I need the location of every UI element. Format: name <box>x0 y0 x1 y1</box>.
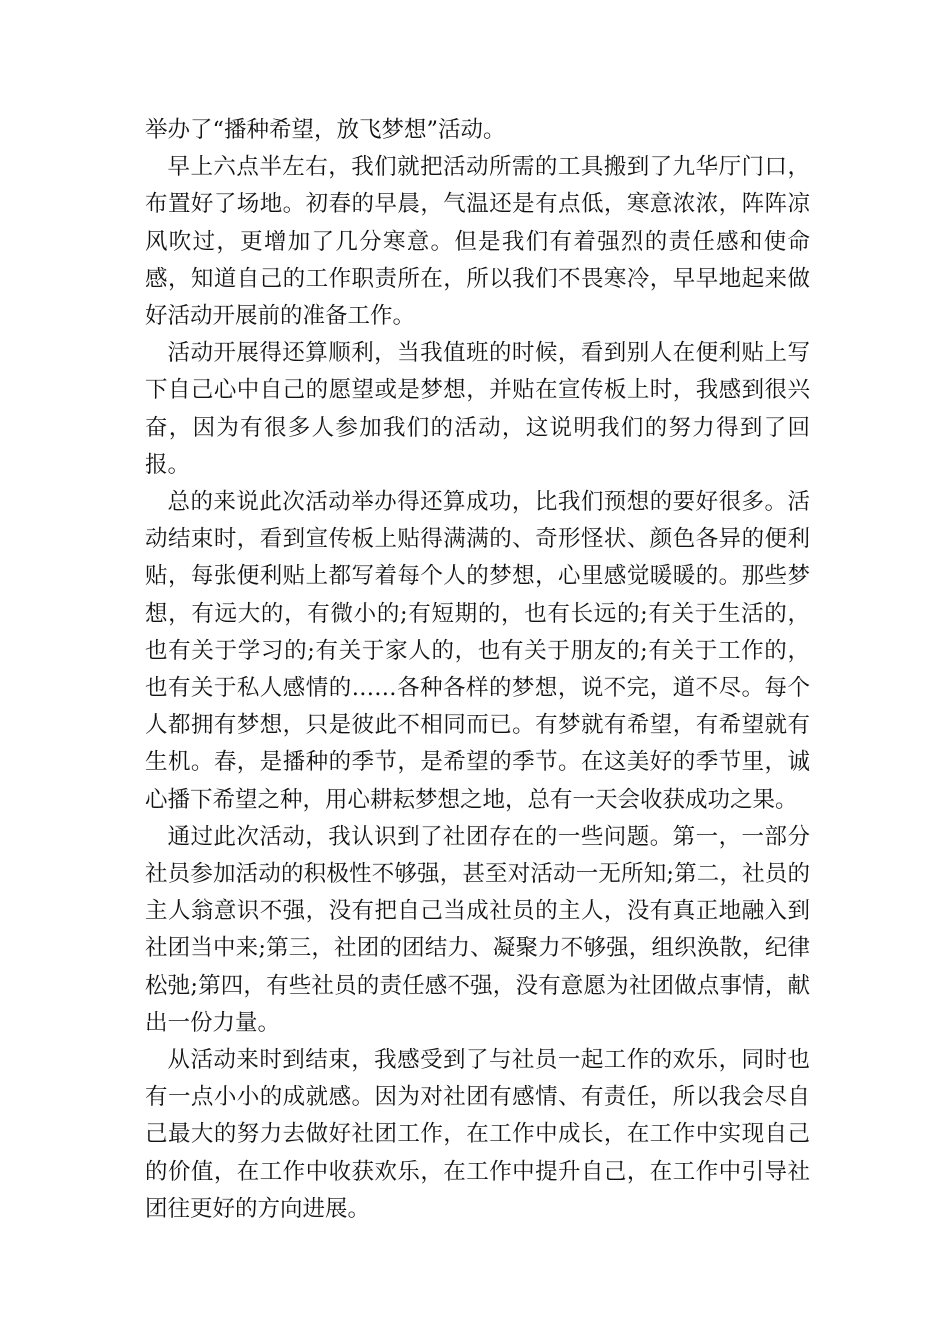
document-body <box>145 112 810 1228</box>
paragraph-problems: 通过此次活动，我认识到了社团存在的一些问题。第一，一部分社员参加活动的积极性不够强，甚至对活动一无所知;第二，社员的主人翁意识不强，没有把自己当成社员的主人，没有真正地融入到社团当中来;第三，社团的团结力、凝聚力不够强，组织涣散，纪律松弛;第四，有些社员的责任感不强，没有意愿为社团做点事情，献出一份力量。 <box>145 823 810 1036</box>
paragraph-morning-setup: 早上六点半左右，我们就把活动所需的工具搬到了九华厅门口，布置好了场地。初春的早晨，气温还是有点低，寒意浓浓，阵阵凉风吹过，更增加了几分寒意。但是我们有着强烈的责任感和使命感，知道自己的工作职责所在，所以我们不畏寒冷，早早地起来做好活动开展前的准备工作。 <box>145 154 810 330</box>
paragraph-activity-progress: 活动开展得还算顺利，当我值班的时候，看到别人在便利贴上写下自己心中自己的愿望或是梦想，并贴在宣传板上时，我感到很兴奋，因为有很多人参加我们的活动，这说明我们的努力得到了回报。 <box>145 340 810 478</box>
paragraph-summary: 总的来说此次活动举办得还算成功，比我们预想的要好很多。活动结束时，看到宣传板上贴得满满的、奇形怪状、颜色各异的便利贴，每张便利贴上都写着每个人的梦想，心里感觉暖暖的。那些梦想，有远大的，有微小的;有短期的，也有长远的;有关于生活的，也有关于学习的;有关于家人的，也有关于朋友的;有关于工作的，也有关于私人感情的……各种各样的梦想，说不完，道不尽。每个人都拥有梦想，只是彼此不相同而已。有梦就有希望，有希望就有生机。春，是播种的季节，是希望的季节。在这美好的季节里，诚心播下希望之种，用心耕耘梦想之地，总有一天会收获成功之果。 <box>145 489 810 813</box>
paragraph-conclusion: 从活动来时到结束，我感受到了与社员一起工作的欢乐，同时也有一点小小的成就感。因为对社团有感情、有责任，所以我会尽自己最大的努力去做好社团工作，在工作中成长，在工作中实现自己的价值，在工作中收获欢乐，在工作中提升自己，在工作中引导社团往更好的方向进展。 <box>145 1047 810 1222</box>
paragraph-continuation: 举办了“播种希望，放飞梦想”活动。 <box>145 117 506 143</box>
